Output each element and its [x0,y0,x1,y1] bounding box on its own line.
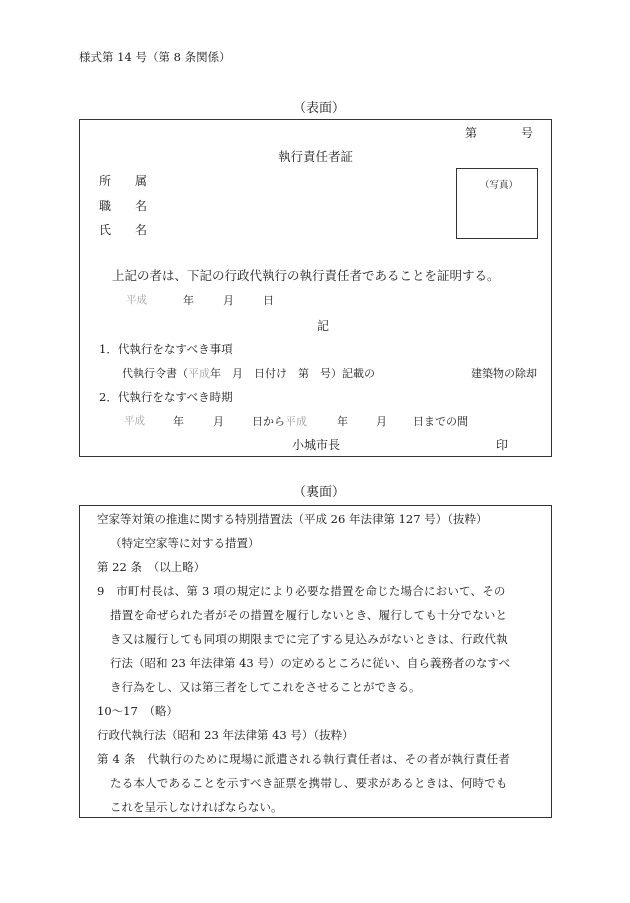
back-line: 行政代執行法（昭和 23 年法律第 43 号）（抜粋） [97,728,354,742]
item1-object: 建築物の除却 [471,367,537,380]
item1-heading: 1．代執行をなすべき事項 [99,342,233,356]
back-line: 第 4 条 代執行のために現場に派遣される執行責任者は、その者が執行責任者 [97,752,511,766]
field-position-label: 職 名 [99,199,148,213]
item2-year2: 年 [337,415,348,428]
number-prefix: 第 [465,126,478,140]
date-era: 平成 [126,294,147,306]
front-section-title: （表面） [293,101,346,116]
item2-era2: 平成 [285,415,307,428]
back-line: 行法（昭和 23 年法律第 43 号）の定めるところに従い、自ら義務者のなすべ [110,656,511,670]
back-line: これを呈示しなければならない。 [110,800,283,814]
back-line: き又は履行しても同項の期限までに完了する見込みがないときは、行政代執 [110,632,508,646]
item1-date-part: 年 月 日付け 第 号）記載の [210,367,375,380]
ki-heading: 記 [317,319,330,333]
form-number: 様式第 14 号（第 8 条関係） [79,50,231,64]
back-line: たる本人であることを示すべき証票を携帯し、要求があるときは、何時でも [110,776,508,790]
date-day: 日 [263,294,274,307]
back-card [79,505,552,818]
back-line: （特定空家等に対する措置） [110,536,260,550]
item1-era: 平成 [188,367,210,380]
item2-day1-from: 日から [252,415,285,428]
back-section-title: （裏面） [293,485,346,500]
item2-heading: 2．代執行をなすべき時期 [99,390,233,404]
date-month: 月 [223,294,234,307]
back-line: 10～17 （略） [97,704,179,718]
issuer: 小城市長 [292,438,341,452]
photo-label: （写真） [480,180,519,191]
certification-statement: 上記の者は、下記の行政代執行の執行責任者であることを証明する。 [112,268,500,283]
item2-day2: 日までの間 [413,415,468,428]
date-year: 年 [183,294,194,307]
field-name-label: 氏 名 [99,223,148,237]
seal-mark: 印 [496,438,509,452]
back-line: き行為をし、又は第三者をしてこれをさせることができる。 [110,680,421,694]
back-line: 措置を命ぜられた者がその措置を履行しないとき、履行しても十分でないと [110,608,508,622]
item1-detail [122,368,375,379]
item1-prefix: 代執行令書（ [122,367,188,380]
item2-year1: 年 [173,415,184,428]
item2-day1 [252,416,307,427]
item2-month1: 月 [213,415,224,428]
back-line: 空家等対策の推進に関する特別措置法（平成 26 年法律第 127 号）（抜粋） [97,512,488,526]
back-line: 第 22 条 （以上略） [97,560,206,574]
card-title: 執行責任者証 [278,149,354,164]
item2-month2: 月 [376,415,387,428]
back-line: 9 市町村長は、第 3 項の規定により必要な措置を命じた場合において、その [97,584,506,598]
front-card [79,119,552,457]
number-suffix: 号 [521,126,534,140]
item2-era1: 平成 [124,415,145,427]
photo-box [456,168,538,239]
field-affiliation-label: 所 属 [99,174,148,188]
